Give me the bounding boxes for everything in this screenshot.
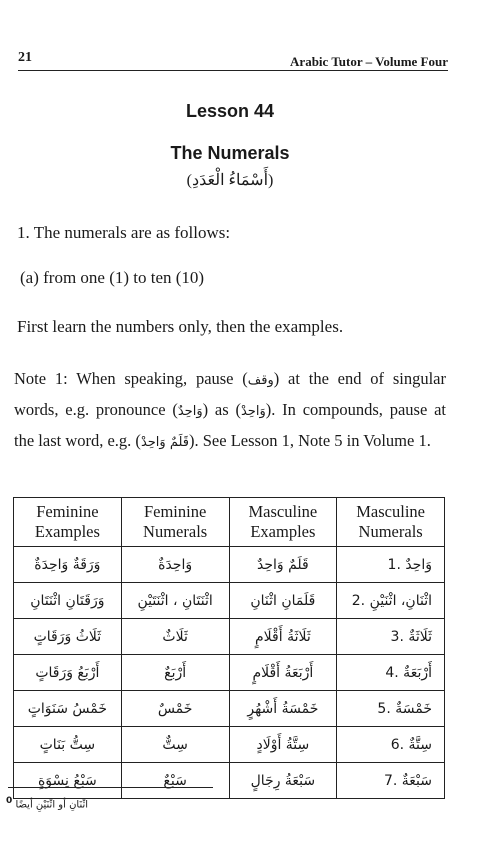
masculine-numeral: ثَلَاثَةٌ .3 — [337, 619, 445, 655]
footnote-divider — [8, 787, 213, 788]
table-row — [14, 655, 445, 691]
feminine-numeral: اثْنَتَانِ ، اثْنَتَيْنِ — [121, 583, 229, 619]
header-masculine-numerals: Masculine Numerals — [337, 498, 445, 547]
subject-arabic: (أَسْمَاءُ الْعَدَدِ) — [186, 172, 274, 189]
masculine-example: قَلَمٌ وَاحِدٌ — [229, 547, 337, 583]
masculine-example: سَبْعَةُ رِجَالٍ — [229, 763, 337, 799]
footnote-marker: 0 — [6, 796, 13, 806]
masculine-numeral: وَاحِدٌ .1 — [337, 547, 445, 583]
masculine-example: ثَلَاثَةُ أَقْلَامٍ — [229, 619, 337, 655]
note-text: ) at the end of singular words, e.g. pronounce ( — [14, 369, 446, 419]
masculine-example: خَمْسَةُ أَشْهُرٍ — [229, 691, 337, 727]
book-title: Arabic Tutor – Volume Four — [290, 54, 448, 69]
masculine-numeral: سَبْعَةٌ .7 — [337, 763, 445, 799]
feminine-numeral: سِتٌّ — [121, 727, 229, 763]
table-row — [14, 619, 445, 655]
note-text: ). In compounds, pause at the last word, e.g. ( — [14, 400, 447, 450]
paragraph-3: First learn the numbers only, then the examples. — [17, 317, 344, 336]
page-number: 21 — [18, 50, 32, 65]
note-text: ) as ( — [202, 400, 241, 419]
table-row — [14, 763, 445, 799]
feminine-example: ثَلَاثُ وَرَقَاتٍ — [14, 619, 122, 655]
feminine-example: سِتُّ بَنَاتٍ — [14, 727, 122, 763]
running-header — [18, 48, 448, 71]
table-row — [14, 583, 445, 619]
feminine-numeral: سَبْعٌ — [121, 763, 229, 799]
numerals-table — [13, 497, 445, 799]
paragraph-1: 1. The numerals are as follows: — [17, 223, 231, 242]
lesson-title: Lesson 44 — [185, 101, 275, 121]
feminine-example: سَبْعُ نِسْوَةٍ — [14, 763, 122, 799]
header-masculine-examples: Masculine Examples — [229, 498, 337, 547]
feminine-numeral: ثَلَاثٌ — [121, 619, 229, 655]
masculine-numeral: سِتَّةٌ .6 — [337, 727, 445, 763]
paragraph-2: (a) from one (1) to ten (10) — [20, 268, 205, 287]
table-row — [14, 691, 445, 727]
header-feminine-examples: Feminine Examples — [14, 498, 122, 547]
masculine-example: أَرْبَعَةُ أَقْلَامٍ — [229, 655, 337, 691]
note-arabic: وقف — [247, 373, 274, 388]
note-arabic: قَلَمٌ وَاحِدْ — [140, 435, 189, 450]
note-arabic: وَاحِدْ — [240, 404, 266, 419]
header-feminine-numerals: Feminine Numerals — [121, 498, 229, 547]
feminine-numeral: خَمْسٌ — [121, 691, 229, 727]
masculine-numeral: خَمْسَةٌ .5 — [337, 691, 445, 727]
table-header-row — [14, 498, 445, 547]
masculine-numeral: اثْنَانِ، اثْنَيْنِ .2 — [337, 583, 445, 619]
feminine-numeral: أَرْبَعٌ — [121, 655, 229, 691]
feminine-example: أَرْبَعُ وَرَقَاتٍ — [14, 655, 122, 691]
masculine-numeral: أَرْبَعَةٌ .4 — [337, 655, 445, 691]
table-row — [14, 547, 445, 583]
masculine-example: قَلَمَانِ اثْنَانِ — [229, 583, 337, 619]
feminine-example: خَمْسُ سَنَوَاتٍ — [14, 691, 122, 727]
feminine-numeral: وَاحِدَةٌ — [121, 547, 229, 583]
feminine-example: وَرَقَتَانِ اثْنَتَانِ — [14, 583, 122, 619]
masculine-example: سِتَّةُ أَوْلَادٍ — [229, 727, 337, 763]
note-1 — [14, 364, 446, 457]
note-arabic: وَاحِدٌ — [177, 404, 203, 419]
footnote — [6, 796, 88, 810]
table-row — [14, 727, 445, 763]
footnote-text: اثْنَانِ أو اثْنَيْنِ أيضًا — [15, 799, 89, 811]
note-text: ). See Lesson 1, Note 5 in Volume 1. — [189, 431, 431, 450]
feminine-example: وَرَقَةٌ وَاحِدَةٌ — [14, 547, 122, 583]
note-text: Note 1: When speaking, pause ( — [14, 369, 248, 388]
subject-title: The Numerals — [170, 143, 290, 163]
